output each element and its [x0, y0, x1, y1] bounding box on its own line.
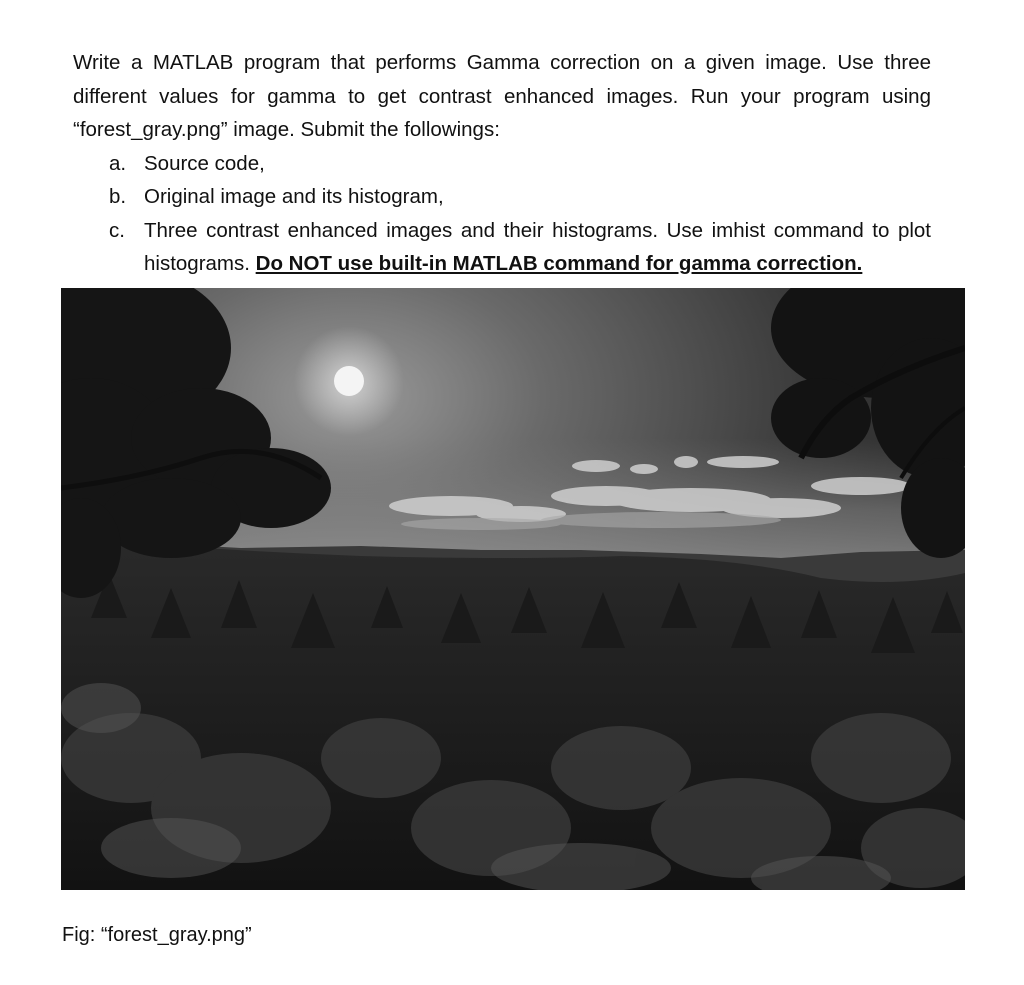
submission-list — [73, 147, 931, 281]
list-item — [73, 180, 931, 214]
list-item — [73, 214, 931, 281]
assignment-instructions — [73, 46, 931, 281]
list-marker: a. — [109, 151, 127, 175]
figure-caption: Fig: “forest_gray.png” — [62, 924, 252, 946]
forest-landscape-illustration — [61, 288, 965, 890]
warning-note: Do NOT use built-in MATLAB command for gamma correction. — [255, 252, 863, 275]
forest-gray-image — [61, 288, 965, 890]
list-item-text: Source code, — [144, 151, 265, 175]
list-marker: c. — [109, 218, 125, 242]
list-marker: b. — [109, 185, 127, 208]
list-item — [73, 147, 931, 181]
list-item-text: Original image and its histogram, — [144, 185, 444, 208]
instructions-paragraph: Write a MATLAB program that performs Gamma correction on a given image. Use three different values for gamma to get contrast enhanced images. Run your program using “forest_gray.png” image. Submit the followings: — [73, 51, 931, 141]
list-item-text: Three contrast enhanced images and their histograms. Use imhist command to plot histograms. — [144, 218, 931, 275]
